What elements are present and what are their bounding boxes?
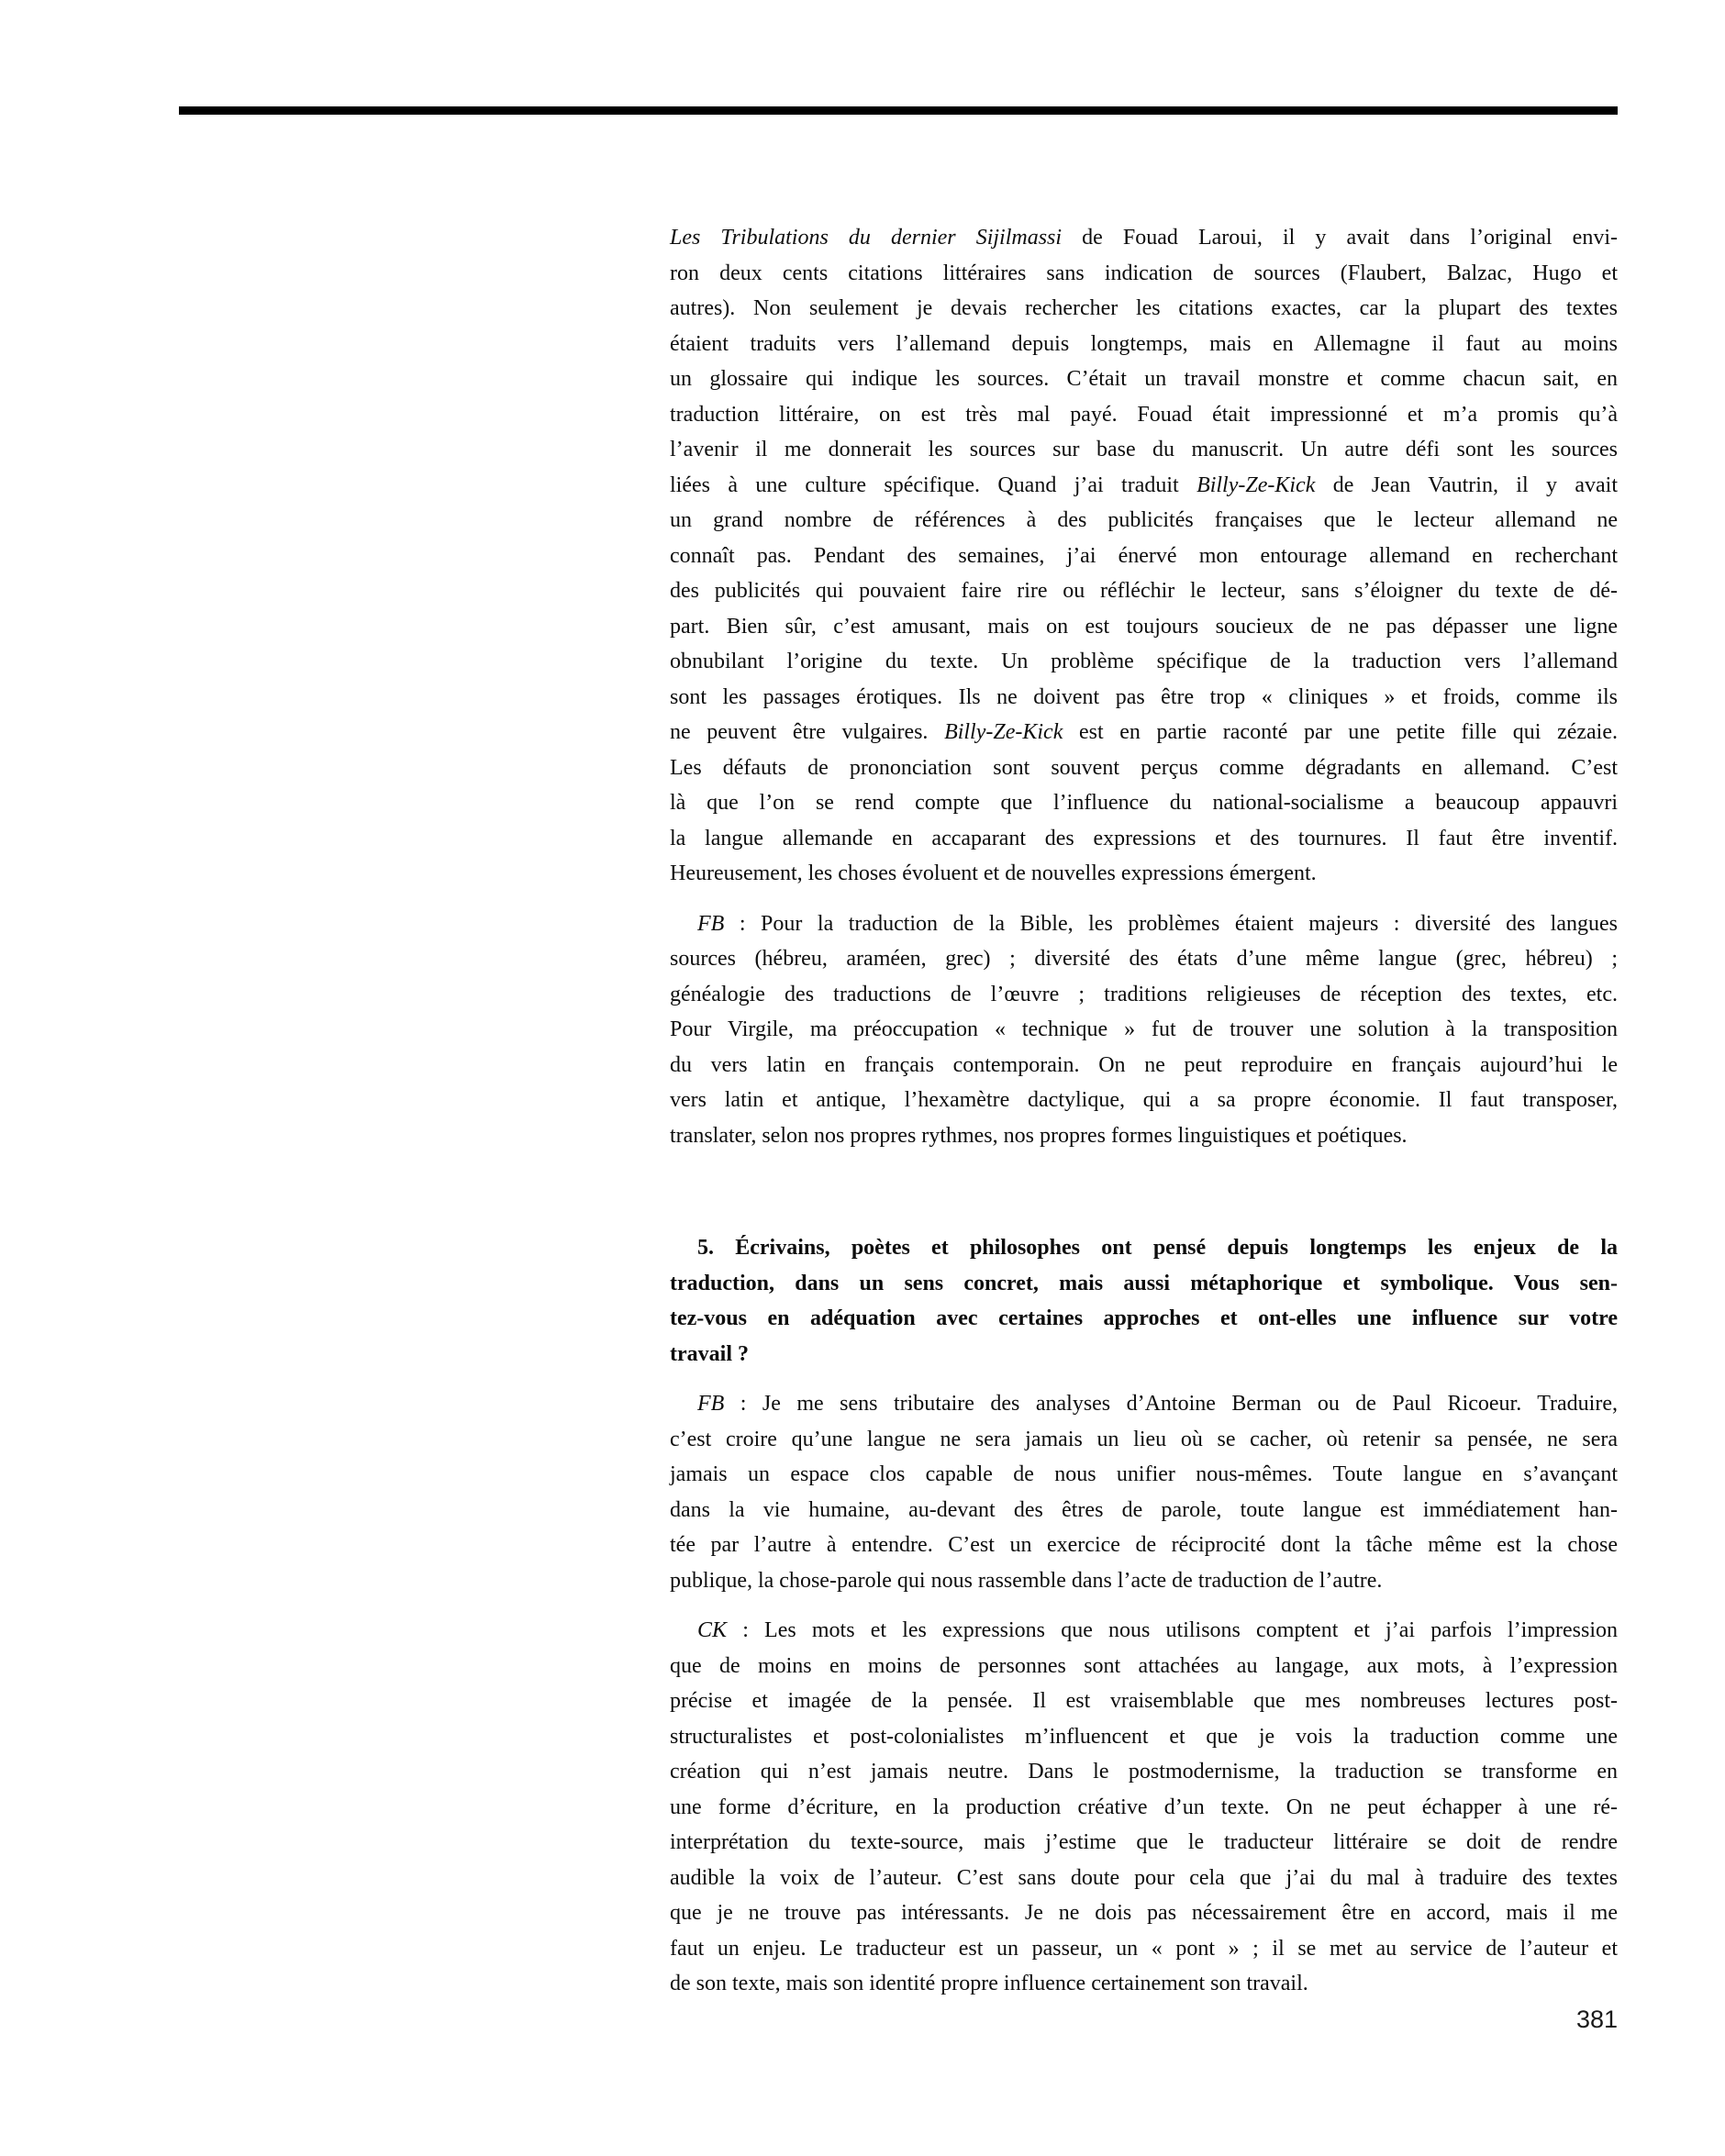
text-segment: traduction littéraire, on est très mal payé. Fouad était impressionné et m’a promis qu’à: [670, 402, 1618, 427]
text-line: [670, 750, 1618, 786]
text-line: [670, 468, 1618, 504]
text-line: [670, 1931, 1618, 1967]
fb-answer-paragraph: [670, 906, 1618, 1154]
text-segment: que de moins en moins de personnes sont attachées au langage, aux mots, à l’expression: [670, 1653, 1618, 1678]
text-line: [670, 291, 1618, 327]
text-segment: là que l’on se rend compte que l’influence du national-socialisme a beaucoup appauvri: [670, 791, 1618, 815]
text-segment: faut un enjeu. Le traducteur est un passeur, un « pont » ; il se met au service de l’auteur et: [670, 1936, 1618, 1961]
text-line: [670, 941, 1618, 977]
text-line: [670, 1012, 1618, 1048]
text-line: [670, 1266, 1618, 1302]
text-line: [670, 1861, 1618, 1896]
text-line: [670, 1083, 1618, 1118]
text-segment: audible la voix de l’auteur. C’est sans doute pour cela que j’ai du mal à traduire des textes: [670, 1865, 1618, 1890]
text-line: [670, 1337, 1618, 1373]
text-line: [670, 609, 1618, 645]
text-segment: de Fouad Laroui, il y avait dans l’original envi-: [1062, 226, 1618, 250]
text-segment: Pour Virgile, ma préoccupation « technique » fut de trouver une solution à la transposition: [670, 1017, 1618, 1041]
page-number: 381: [1575, 2006, 1618, 2033]
text-line: [670, 1825, 1618, 1861]
italic-text-segment: CK: [697, 1618, 728, 1642]
body-paragraph: [670, 220, 1618, 892]
text-segment: connaît pas. Pendant des semaines, j’ai énervé mon entourage allemand en recherchant: [670, 543, 1618, 568]
text-segment: généalogie des traductions de l’œuvre ; traditions religieuses de réception des textes, etc.: [670, 982, 1618, 1006]
text-segment: travail ?: [670, 1341, 749, 1366]
text-segment: Les défauts de prononciation sont souvent perçus comme dégradants en allemand. C’est: [670, 755, 1618, 780]
italic-text-segment: Billy-Ze-Kick: [944, 720, 1063, 744]
text-segment: publique, la chose-parole qui nous rassemble dans l’acte de traduction de l’autre.: [670, 1568, 1383, 1593]
text-segment: un grand nombre de références à des publicités françaises que le lecteur allemand ne: [670, 508, 1618, 532]
question-paragraph: [670, 1230, 1618, 1372]
text-line: [670, 256, 1618, 292]
text-segment: précise et imagée de la pensée. Il est vraisemblable que mes nombreuses lectures post-: [670, 1689, 1618, 1713]
text-line: [670, 1719, 1618, 1755]
text-segment: du vers latin en français contemporain. On ne peut reproduire en français aujourd’hui le: [670, 1052, 1618, 1077]
text-segment: obnubilant l’origine du texte. Un problème spécifique de la traduction vers l’allemand: [670, 650, 1618, 673]
text-segment: Heureusement, les choses évoluent et de nouvelles expressions émergent.: [670, 861, 1317, 885]
text-line: [670, 977, 1618, 1013]
text-line: [670, 1790, 1618, 1826]
text-line: [670, 539, 1618, 574]
text-segment: sources (hébreu, araméen, grec) ; diversité des états d’une même langue (grec, hébreu) ;: [670, 947, 1618, 971]
text-segment: : Les mots et les expressions que nous utilisons comptent et j’ai parfois l’impression: [727, 1618, 1618, 1642]
text-line: [670, 856, 1618, 892]
text-segment: de Jean Vautrin, il y avait: [1315, 472, 1619, 497]
text-segment: jamais un espace clos capable de nous unifier nous-mêmes. Toute langue en s’avançant: [670, 1462, 1618, 1486]
text-segment: l’avenir il me donnerait les sources sur base du manuscrit. Un autre défi sont les sources: [670, 438, 1618, 461]
text-segment: la langue allemande en accaparant des expressions et des tournures. Il faut être inventif.: [670, 826, 1618, 850]
text-segment: structuralistes et post-colonialistes m’influencent et que je vois la traduction comme une: [670, 1724, 1618, 1749]
text-segment: vers latin et antique, l’hexamètre dactylique, qui a sa propre économie. Il faut transposer,: [670, 1088, 1618, 1112]
text-line: [670, 1528, 1618, 1563]
text-line: [670, 1422, 1618, 1458]
text-segment: : Pour la traduction de la Bible, les problèmes étaient majeurs : diversité des langues: [724, 911, 1618, 936]
text-line: [670, 715, 1618, 750]
text-line: [670, 361, 1618, 397]
text-segment: ne peuvent être vulgaires.: [670, 720, 945, 744]
text-line: [670, 1386, 1618, 1422]
text-segment: tée par l’autre à entendre. C’est un exercice de réciprocité dont la tâche même est la chose: [670, 1533, 1618, 1557]
text-segment: est en partie raconté par une petite fille qui zézaie.: [1063, 720, 1618, 744]
text-segment: ron deux cents citations littéraires sans indication de sources (Flaubert, Balzac, Hugo et: [670, 261, 1618, 285]
text-segment: translater, selon nos propres rythmes, nos propres formes linguistiques et poétiques.: [670, 1123, 1408, 1148]
italic-text-segment: FB: [697, 1392, 725, 1416]
text-line: [670, 1895, 1618, 1931]
text-line: [670, 1966, 1618, 2002]
text-segment: sont les passages érotiques. Ils ne doivent pas être trop « cliniques » et froids, comme ils: [670, 684, 1618, 709]
text-segment: autres). Non seulement je devais rechercher les citations exactes, car la plupart des textes: [670, 296, 1618, 320]
text-line: [670, 1493, 1618, 1528]
text-line: [670, 1563, 1618, 1599]
text-line: [670, 1457, 1618, 1493]
text-segment: traduction, dans un sens concret, mais aussi métaphorique et symbolique. Vous sen-: [670, 1271, 1618, 1295]
top-rule: [179, 106, 1618, 115]
italic-text-segment: Les Tribulations du dernier Sijilmassi: [670, 226, 1063, 250]
text-line: [670, 1118, 1618, 1154]
text-line: [670, 327, 1618, 362]
text-segment: un glossaire qui indique les sources. C’était un travail monstre et comme chacun sait, en: [670, 367, 1618, 391]
text-line: [670, 1048, 1618, 1084]
text-line: [670, 1649, 1618, 1684]
text-segment: dans la vie humaine, au-devant des êtres de parole, toute langue est immédiatement han-: [670, 1497, 1618, 1522]
text-column: [670, 220, 1618, 2002]
text-segment: 5. Écrivains, poètes et philosophes ont pensé depuis longtemps les enjeux de la: [697, 1236, 1618, 1260]
text-segment: c’est croire qu’une langue ne sera jamais un lieu où se cacher, où retenir sa pensée, ne sera: [670, 1427, 1618, 1451]
text-line: [670, 1684, 1618, 1719]
text-segment: : Je me sens tributaire des analyses d’Antoine Berman ou de Paul Ricoeur. Traduire,: [724, 1392, 1618, 1416]
text-line: [670, 397, 1618, 433]
text-line: [670, 821, 1618, 857]
text-segment: création qui n’est jamais neutre. Dans le postmodernisme, la traduction se transforme en: [670, 1760, 1618, 1784]
text-segment: interprétation du texte-source, mais j’estime que le traducteur littéraire se doit de rendre: [670, 1830, 1618, 1854]
text-segment: étaient traduits vers l’allemand depuis longtemps, mais en Allemagne il faut au moins: [670, 331, 1618, 356]
text-line: [670, 644, 1618, 680]
text-line: [670, 573, 1618, 609]
text-line: [670, 906, 1618, 942]
text-segment: tez-vous en adéquation avec certaines approches et ont-elles une influence sur votre: [670, 1306, 1618, 1330]
ck-answer-paragraph: [670, 1613, 1618, 2002]
text-segment: une forme d’écriture, en la production créative d’un texte. On ne peut échapper à une ré-: [670, 1795, 1618, 1819]
italic-text-segment: FB: [697, 911, 725, 936]
text-segment: liées à une culture spécifique. Quand j’ai traduit: [670, 472, 1197, 497]
text-line: [670, 220, 1618, 256]
text-line: [670, 785, 1618, 821]
fb-answer-paragraph: [670, 1386, 1618, 1598]
text-segment: des publicités qui pouvaient faire rire ou réfléchir le lecteur, sans s’éloigner du texte de dé-: [670, 579, 1618, 603]
text-segment: part. Bien sûr, c’est amusant, mais on est toujours soucieux de ne pas dépasser une ligne: [670, 614, 1618, 639]
text-line: [670, 680, 1618, 716]
italic-text-segment: Billy-Ze-Kick: [1196, 472, 1316, 497]
text-line: [670, 1754, 1618, 1790]
text-line: [670, 1230, 1618, 1266]
text-segment: de son texte, mais son identité propre influence certainement son travail.: [670, 1972, 1308, 1995]
text-line: [670, 503, 1618, 539]
text-line: [670, 432, 1618, 468]
text-line: [670, 1301, 1618, 1337]
text-line: [670, 1613, 1618, 1649]
text-segment: que je ne trouve pas intéressants. Je ne dois pas nécessairement être en accord, mais il me: [670, 1901, 1618, 1925]
